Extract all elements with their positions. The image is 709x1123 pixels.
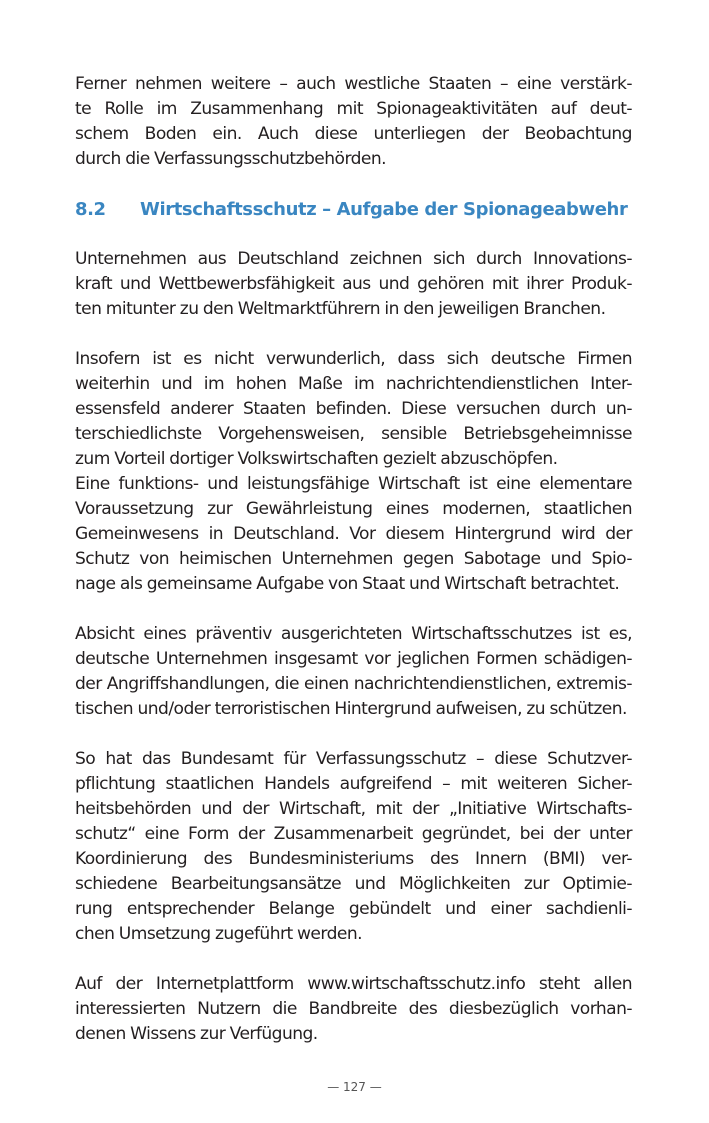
- text-line: Ferner nehmen weitere – auch westliche Staaten – eine verstärk-: [75, 74, 632, 94]
- text-line: chen Umsetzung zugeführt werden.: [75, 924, 363, 944]
- text-line: pflichtung staatlichen Handels aufgreifend – mit weiteren Sicher-: [75, 774, 632, 794]
- text-line: schem Boden ein. Auch diese unterliegen der Beobachtung: [75, 124, 632, 144]
- text-line: weiterhin und im hohen Maße im nachrichtendienstlichen Inter-: [75, 374, 632, 394]
- paragraph-platform: [75, 972, 632, 1047]
- paragraph-foreign-espionage: [75, 72, 632, 172]
- paragraph-spacer: [75, 597, 632, 622]
- paragraph-spacer: [75, 947, 632, 972]
- text-line: tischen und/oder terroristischen Hintergrund aufweisen, zu schützen.: [75, 699, 627, 719]
- text-line: So hat das Bundesamt für Verfassungsschutz – diese Schutzver-: [75, 749, 632, 769]
- section-heading: [75, 197, 632, 222]
- text-line: essensfeld anderer Staaten befinden. Diese versuchen durch un-: [75, 399, 632, 419]
- paragraph-interest-field: [75, 347, 632, 472]
- text-line: te Rolle im Zusammenhang mit Spionageaktivitäten auf deut-: [75, 99, 632, 119]
- paragraph-spacer: [75, 172, 632, 197]
- text-line: schiedene Bearbeitungsansätze und Möglichkeiten zur Optimie-: [75, 874, 632, 894]
- text-line: denen Wissens zur Verfügung.: [75, 1024, 318, 1044]
- text-line: Schutz von heimischen Unternehmen gegen Sabotage und Spio-: [75, 549, 632, 569]
- text-line: Gemeinwesens in Deutschland. Vor diesem Hintergrund wird der: [75, 524, 632, 544]
- text-line: Insofern ist es nicht verwunderlich, dass sich deutsche Firmen: [75, 349, 632, 369]
- paragraph-spacer: [75, 322, 632, 347]
- text-line: schutz“ eine Form der Zusammenarbeit gegründet, bei der unter: [75, 824, 632, 844]
- text-line: Eine funktions- und leistungsfähige Wirtschaft ist eine elementare: [75, 474, 632, 494]
- text-line: ten mitunter zu den Weltmarktführern in den jeweiligen Branchen.: [75, 299, 606, 319]
- page-number: — 127 —: [327, 1080, 382, 1094]
- section-number: 8.2: [75, 199, 106, 220]
- page-content: [75, 72, 632, 1047]
- paragraph-spacer: [75, 222, 632, 247]
- text-line: durch die Verfassungsschutzbehörden.: [75, 149, 387, 169]
- text-line: heitsbehörden und der Wirtschaft, mit der „Initiative Wirtschafts-: [75, 799, 632, 819]
- paragraph-prevention: [75, 622, 632, 722]
- text-line: Koordinierung des Bundesministeriums des Innern (BMI) ver-: [75, 849, 632, 869]
- section-title: Wirtschaftsschutz – Aufgabe der Spionageabwehr: [140, 199, 628, 220]
- text-line: Unternehmen aus Deutschland zeichnen sich durch Innovations-: [75, 249, 632, 269]
- text-line: rung entsprechender Belange gebündelt und einer sachdienli-: [75, 899, 632, 919]
- text-line: terschiedlichste Vorgehensweisen, sensible Betriebsgeheimnisse: [75, 424, 632, 444]
- text-line: Absicht eines präventiv ausgerichteten Wirtschaftsschutzes ist es,: [75, 624, 632, 644]
- text-line: interessierten Nutzern die Bandbreite des diesbezüglich vorhan-: [75, 999, 632, 1019]
- paragraph-innovation: [75, 247, 632, 322]
- text-line: Voraussetzung zur Gewährleistung eines modernen, staatlichen: [75, 499, 632, 519]
- paragraph-economy: [75, 472, 632, 597]
- paragraph-spacer: [75, 722, 632, 747]
- text-line: deutsche Unternehmen insgesamt vor jeglichen Formen schädigen-: [75, 649, 632, 669]
- text-line: nage als gemeinsame Aufgabe von Staat und Wirtschaft betrachtet.: [75, 574, 620, 594]
- text-line: kraft und Wettbewerbsfähigkeit aus und gehören mit ihrer Produk-: [75, 274, 632, 294]
- text-line: der Angriffshandlungen, die einen nachrichtendienstlichen, extremis-: [75, 674, 632, 694]
- paragraph-initiative: [75, 747, 632, 947]
- text-line: zum Vorteil dortiger Volkswirtschaften gezielt abzuschöpfen.: [75, 449, 558, 469]
- text-line: Auf der Internetplattform www.wirtschaftsschutz.info steht allen: [75, 974, 632, 994]
